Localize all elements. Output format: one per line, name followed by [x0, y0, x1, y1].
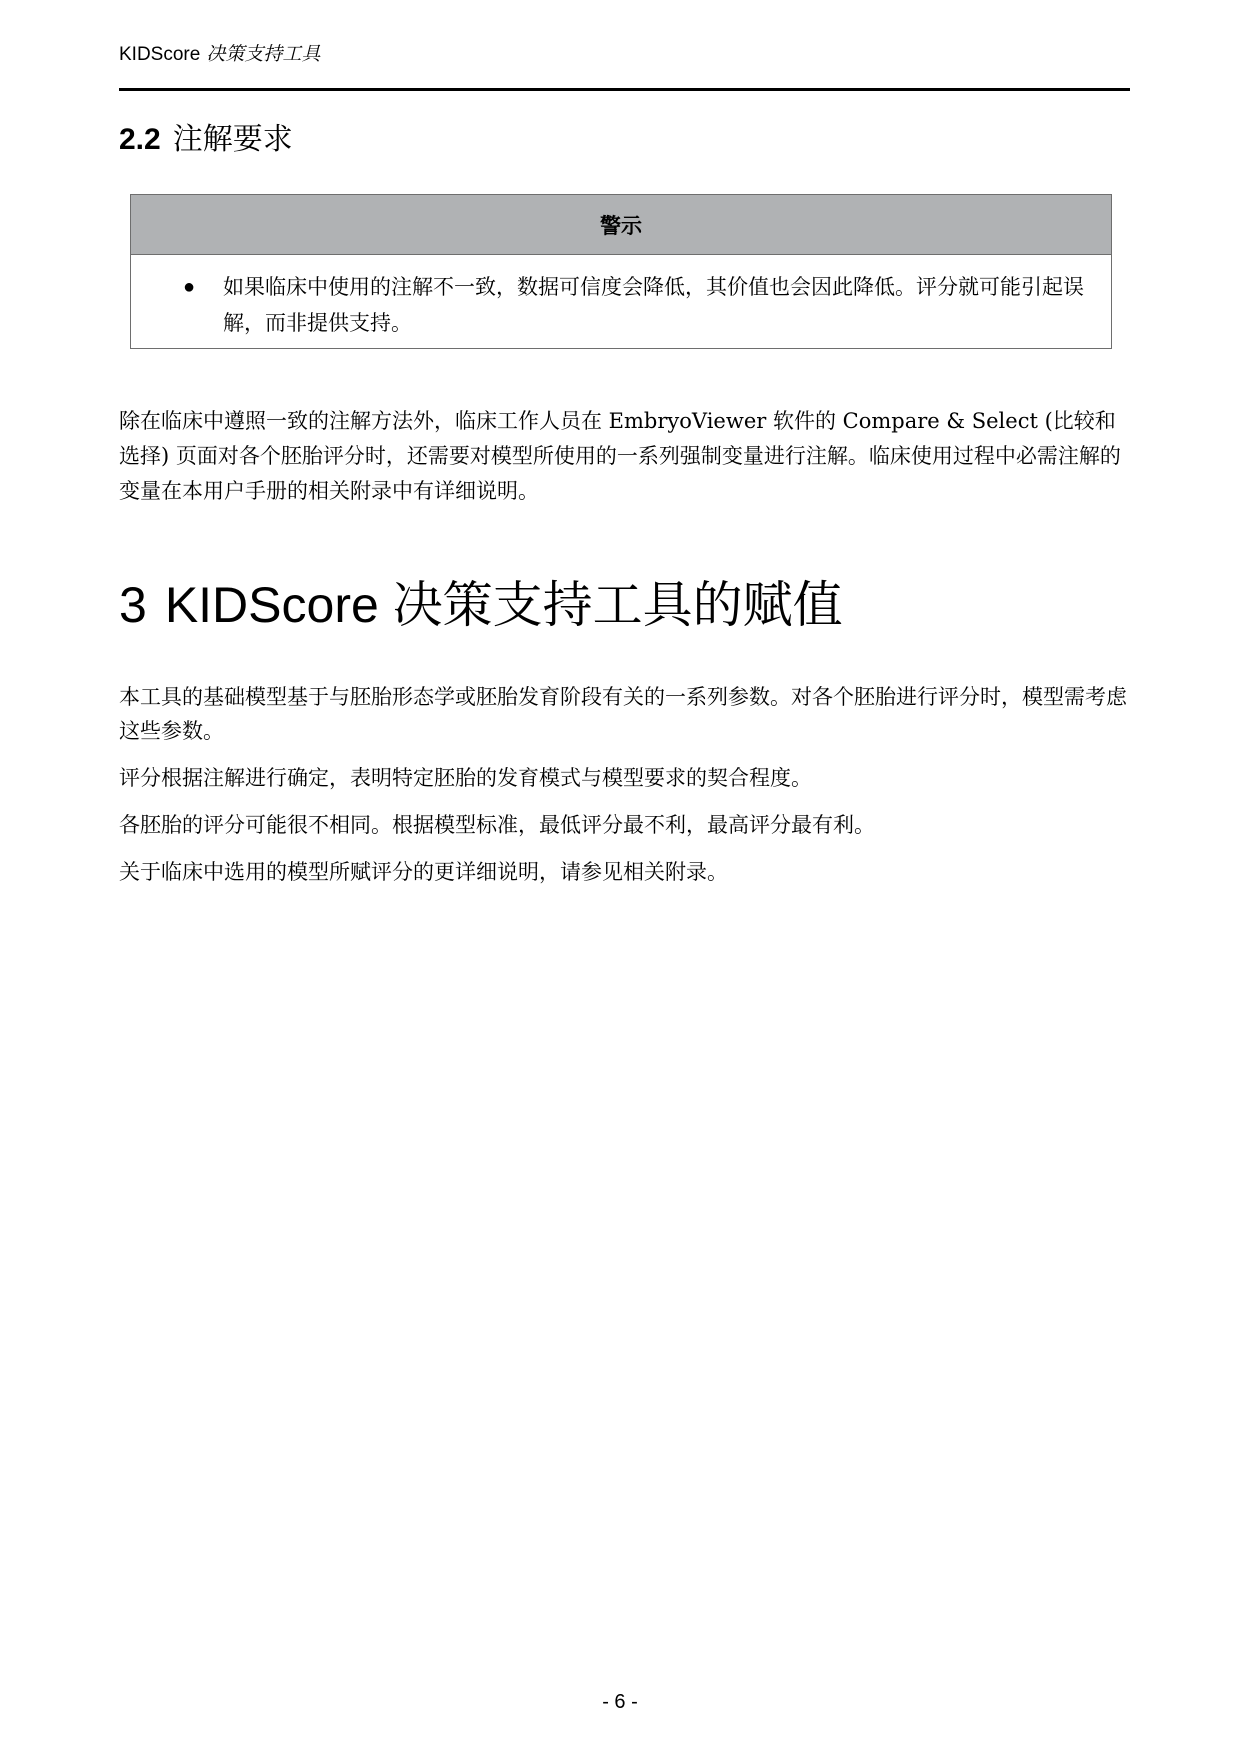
- section-paragraph: 除在临床中遵照一致的注解方法外，临床工作人员在 EmbryoViewer 软件的 Compare & Select (比较和选择) 页面对各个胚胎评分时，还需要对模型所使用的一系列强制变量进行注解。临床使用过程中必需注解的变量在本用户手册的相关附录中有详细说明。: [119, 409, 1121, 503]
- warning-body: [131, 255, 1111, 341]
- section-title: 注解要求: [172, 123, 293, 156]
- bullet-icon: ●: [183, 276, 196, 298]
- running-header: [119, 42, 320, 67]
- warning-item: 如果临床中使用的注解不一致，数据可信度会降低，其价值也会因此降低。评分就可能引起误解，而非提供支持。: [223, 275, 1084, 335]
- section-heading: [119, 120, 293, 160]
- header-subtitle: 决策支持工具: [206, 43, 321, 65]
- warning-title: 警示: [131, 195, 1111, 255]
- chapter-paragraph: 本工具的基础模型基于与胚胎形态学或胚胎发育阶段有关的一系列参数。对各个胚胎进行评分时，模型需考虑这些参数。: [119, 685, 1127, 743]
- chapter-paragraph: 评分根据注解进行确定，表明特定胚胎的发育模式与模型要求的契合程度。: [119, 766, 812, 790]
- chapter-paragraph: 关于临床中选用的模型所赋评分的更详细说明，请参见相关附录。: [119, 860, 728, 884]
- chapter-heading: [119, 570, 843, 640]
- section-number: 2.2: [119, 123, 161, 156]
- header-title: KIDScore: [119, 44, 201, 65]
- header-divider: [119, 88, 1130, 91]
- warning-box: [130, 194, 1112, 349]
- chapter-number: 3: [119, 577, 147, 633]
- chapter-title: KIDScore 决策支持工具的赋值: [164, 577, 843, 633]
- page-number: - 6 -: [602, 1691, 638, 1713]
- chapter-paragraph: 各胚胎的评分可能很不相同。根据模型标准，最低评分最不利，最高评分最有利。: [119, 813, 875, 837]
- chapter-body: [119, 680, 1129, 902]
